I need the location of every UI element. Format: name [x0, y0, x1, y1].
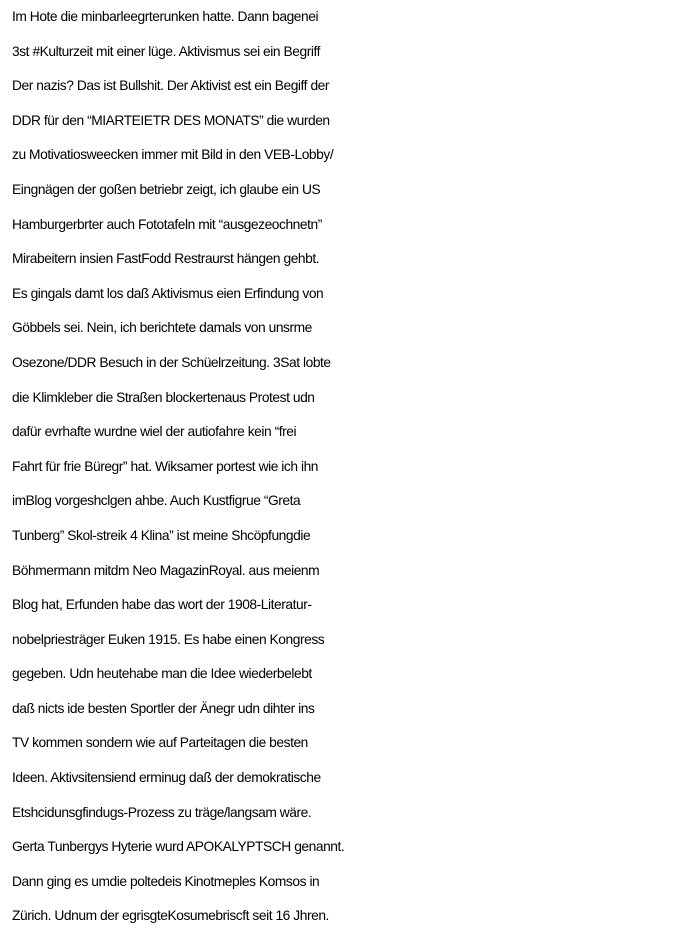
- text-line-13: dafür evrhafte wurdne wiel der autiofahre kein “frei: [12, 424, 297, 440]
- text-line-20: gegeben. Udn heutehabe man die Idee wiederbelebt: [12, 666, 312, 682]
- text-line-10: Göbbels sei. Nein, ich berichtete damals von unsrme: [12, 320, 312, 336]
- text-line-15: imBlog vorgeshclgen ahbe. Auch Kustfigrue “Greta: [12, 493, 301, 509]
- text-line-1: Im Hote die minbarleegrterunken hatte. Dann bagenei: [12, 9, 319, 24]
- text-line-9: Es gingals damt los daß Aktivismus eien Erfindung von: [12, 285, 324, 301]
- text-line-19: nobelpriesträger Euken 1915. Es habe einen Kongress: [12, 631, 325, 647]
- text-line-25: Gerta Tunbergys Hyterie wurd APOKALYPTSCH genannt.: [12, 839, 345, 855]
- text-line-12: die Klimkleber die Straßen blockertenaus Protest udn: [12, 389, 315, 405]
- text-line-23: Ideen. Aktivsitensiend erminug daß der demokratische: [12, 770, 321, 786]
- text-line-26: Dann ging es umdie poltedeis Kinotmeples Komsos in: [12, 873, 320, 889]
- text-line-22: TV kommen sondern wie auf Parteitagen die besten: [12, 735, 308, 751]
- text-line-6: Eingnägen der goßen betriebr zeigt, ich glaube ein US: [12, 181, 321, 197]
- text-line-7: Hamburgerbrter auch Fototafeln mit “ausgezeochnetn”: [12, 216, 322, 232]
- text-line-14: Fahrt für frie Büregr” hat. Wiksamer portest wie ich ihn: [12, 458, 319, 474]
- body-text: [12, 0, 680, 934]
- text-line-24: Etshcidunsgfindugs-Prozess zu träge/langsam wäre.: [12, 804, 312, 820]
- text-line-2: 3st #Kulturzeit mit einer lüge. Aktivismus sei ein Begriff: [12, 43, 320, 59]
- text-line-4: DDR für den “MIARTEIETR DES MONATS” die wurden: [12, 112, 330, 128]
- text-line-18: Blog hat, Erfunden habe das wort der 1908-Literatur-: [12, 597, 312, 613]
- text-line-11: Osezone/DDR Besuch in der Schüelrzeitung. 3Sat lobte: [12, 354, 331, 370]
- text-line-27: Zürich. Udnum der egrisgteKosumebriscft seit 16 Jhren.: [12, 908, 329, 924]
- text-line-21: daß nicts ide besten Sportler der Änegr udn dihter ins: [12, 700, 315, 716]
- text-line-16: Tunberg” Skol-streik 4 Klina” ist meine Shcöpfungdie: [12, 527, 311, 543]
- text-line-8: Mirabeitern insien FastFodd Restraurst hängen gehbt.: [12, 251, 320, 267]
- text-line-17: Böhmermann mitdm Neo MagazinRoyal. aus meienm: [12, 562, 320, 578]
- text-line-3: Der nazis? Das ist Bullshit. Der Aktivist est ein Begiff der: [12, 78, 330, 94]
- text-line-5: zu Motivatiosweecken immer mit Bild in den VEB-Lobby/: [12, 147, 334, 163]
